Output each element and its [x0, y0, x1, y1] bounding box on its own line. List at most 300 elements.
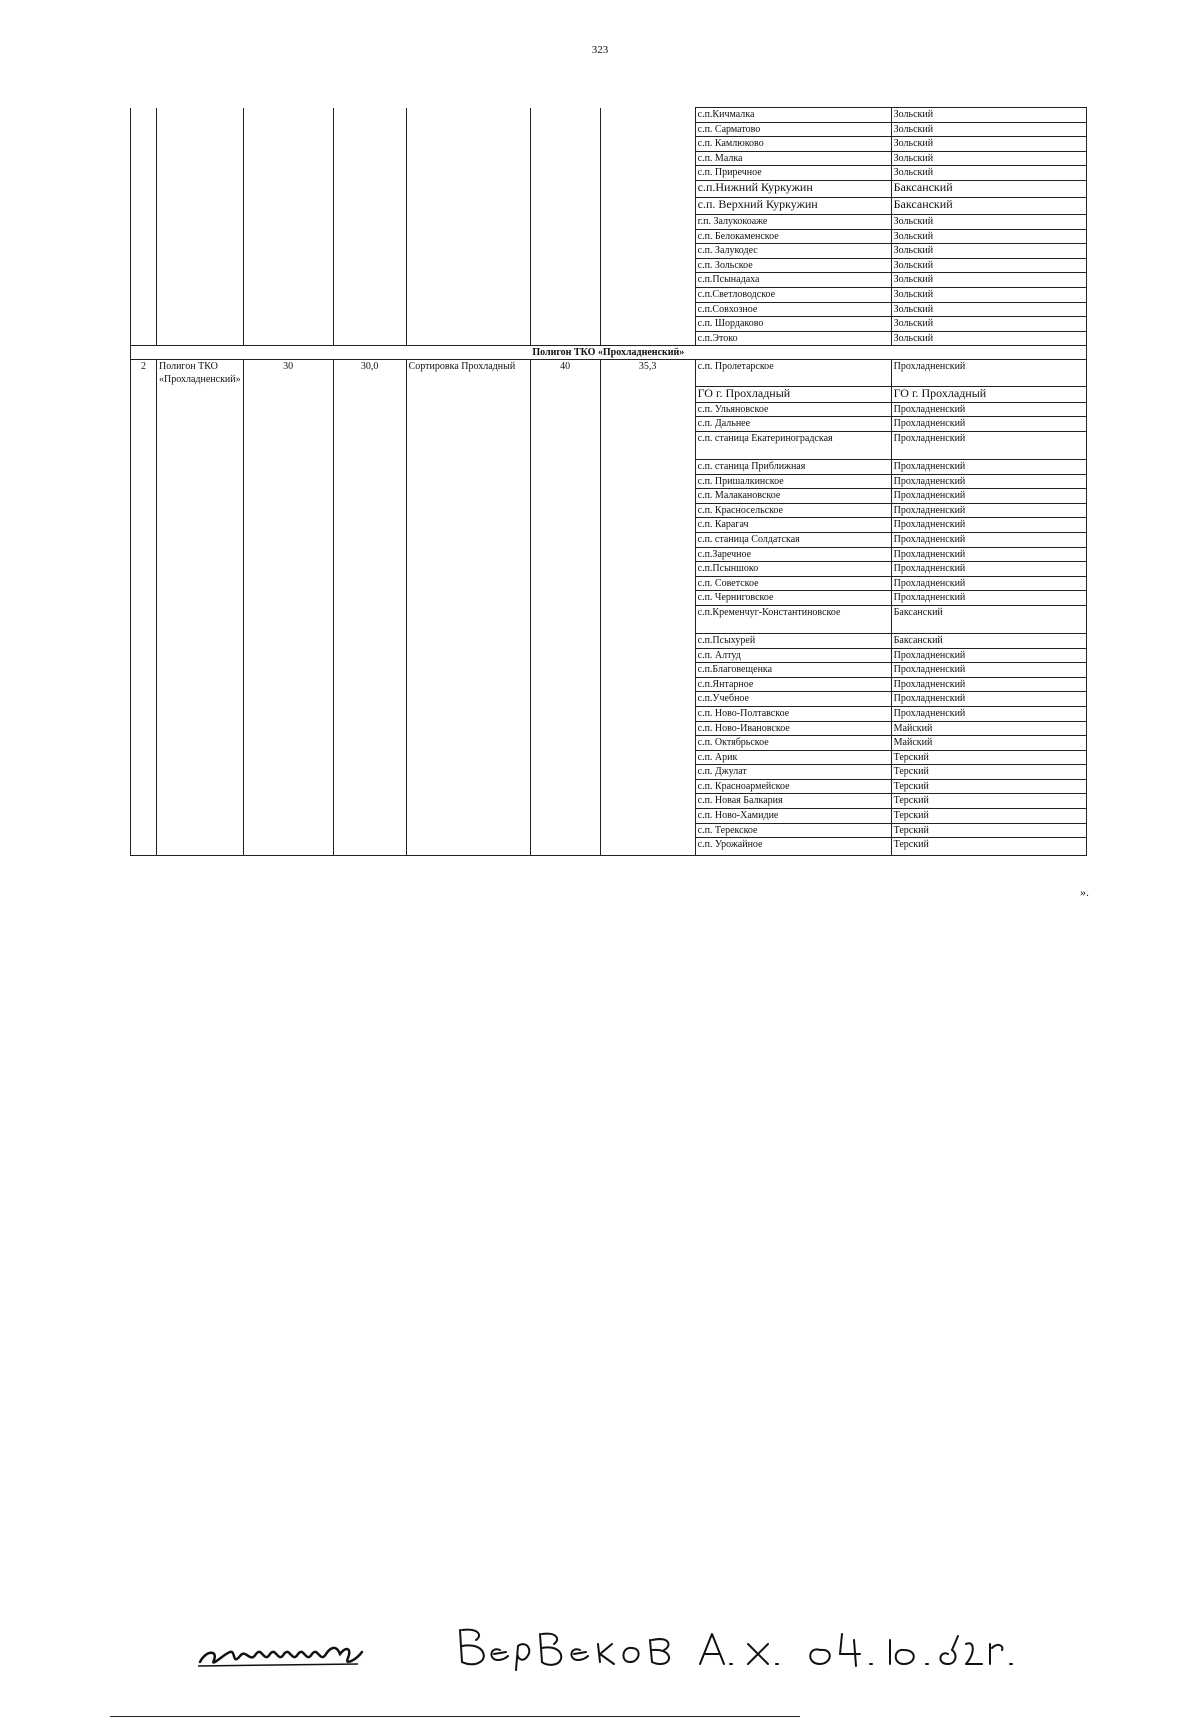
object-name-cell — [157, 794, 244, 809]
sorting-2-cell: 35,3 — [600, 360, 695, 387]
sorting-1-cell — [530, 692, 600, 707]
sorting-2-cell — [600, 402, 695, 417]
page-number: 323 — [591, 44, 609, 56]
sorting-cell — [406, 432, 530, 460]
table-row — [131, 244, 1087, 259]
sorting-1-cell — [530, 244, 600, 259]
handwritten-signature — [180, 1610, 1080, 1680]
district-cell: Прохладненский — [891, 518, 1086, 533]
sorting-cell — [406, 151, 530, 166]
closing-quote-mark: ». — [1080, 885, 1089, 899]
district-cell: Зольский — [891, 151, 1086, 166]
sorting-1-cell — [530, 532, 600, 547]
sorting-1-cell — [530, 331, 600, 346]
sorting-2-cell — [600, 417, 695, 432]
capacity-2-cell — [333, 273, 406, 288]
object-name-cell — [157, 721, 244, 736]
row-number-cell — [131, 317, 157, 332]
row-number-cell — [131, 489, 157, 504]
sorting-1-cell — [530, 576, 600, 591]
object-name-cell — [157, 633, 244, 648]
sorting-1-cell — [530, 180, 600, 197]
row-number-cell — [131, 402, 157, 417]
capacity-2-cell — [333, 562, 406, 577]
row-number-cell — [131, 663, 157, 678]
district-cell: Зольский — [891, 108, 1086, 123]
district-cell: Баксанский — [891, 633, 1086, 648]
capacity-1-cell — [243, 779, 333, 794]
settlement-cell: с.п. Малакановское — [695, 489, 891, 504]
table-row — [131, 180, 1087, 197]
row-number-cell — [131, 838, 157, 856]
settlement-cell: ГО г. Прохладный — [695, 386, 891, 402]
district-cell: ГО г. Прохладный — [891, 386, 1086, 402]
capacity-1-cell — [243, 474, 333, 489]
sorting-cell — [406, 736, 530, 751]
section-title: Полигон ТКО «Прохладненский» — [131, 346, 1087, 360]
sorting-1-cell — [530, 779, 600, 794]
sorting-2-cell — [600, 489, 695, 504]
object-name-cell — [157, 229, 244, 244]
sorting-1-cell — [530, 562, 600, 577]
sorting-cell — [406, 122, 530, 137]
sorting-2-cell — [600, 197, 695, 214]
sorting-1-cell — [530, 838, 600, 856]
object-name-cell — [157, 258, 244, 273]
object-name-cell — [157, 503, 244, 518]
object-name-cell — [157, 317, 244, 332]
settlement-cell: с.п.Учебное — [695, 692, 891, 707]
sorting-1-cell — [530, 648, 600, 663]
sorting-cell — [406, 547, 530, 562]
capacity-1-cell — [243, 151, 333, 166]
settlement-cell: с.п. Малка — [695, 151, 891, 166]
district-cell: Зольский — [891, 302, 1086, 317]
settlement-cell: с.п. Ново-Хамидие — [695, 809, 891, 824]
district-cell: Прохладненский — [891, 474, 1086, 489]
table-row — [131, 474, 1087, 489]
table-row — [131, 258, 1087, 273]
object-name-cell — [157, 677, 244, 692]
district-cell: Терский — [891, 809, 1086, 824]
sorting-cell — [406, 591, 530, 606]
capacity-2-cell — [333, 692, 406, 707]
settlement-cell: с.п. Ново-Полтавское — [695, 706, 891, 721]
settlement-cell: с.п. Урожайное — [695, 838, 891, 856]
sorting-2-cell — [600, 591, 695, 606]
settlement-cell: с.п. Камлюково — [695, 137, 891, 152]
settlement-cell: с.п. Алтуд — [695, 648, 891, 663]
district-cell: Баксанский — [891, 180, 1086, 197]
object-name-cell — [157, 197, 244, 214]
table-row — [131, 432, 1087, 460]
row-number-cell — [131, 180, 157, 197]
sorting-2-cell — [600, 562, 695, 577]
object-name-cell — [157, 287, 244, 302]
sorting-cell — [406, 692, 530, 707]
object-name-cell — [157, 460, 244, 475]
settlement-cell: с.п. Октябрьское — [695, 736, 891, 751]
settlement-cell: с.п.Этоко — [695, 331, 891, 346]
capacity-2-cell — [333, 736, 406, 751]
table-row — [131, 706, 1087, 721]
district-cell: Прохладненский — [891, 360, 1086, 387]
row-number-cell — [131, 765, 157, 780]
sorting-cell — [406, 166, 530, 181]
object-name-cell — [157, 474, 244, 489]
capacity-2-cell — [333, 258, 406, 273]
sorting-2-cell — [600, 547, 695, 562]
sorting-1-cell — [530, 750, 600, 765]
district-cell: Зольский — [891, 331, 1086, 346]
sorting-cell — [406, 532, 530, 547]
sorting-1-cell — [530, 809, 600, 824]
row-number-cell — [131, 151, 157, 166]
sorting-2-cell — [600, 180, 695, 197]
capacity-2-cell — [333, 244, 406, 259]
district-cell: Прохладненский — [891, 532, 1086, 547]
capacity-1-cell — [243, 229, 333, 244]
object-name-cell — [157, 765, 244, 780]
sorting-2-cell — [600, 838, 695, 856]
capacity-2-cell — [333, 214, 406, 229]
sorting-cell — [406, 794, 530, 809]
capacity-1-cell — [243, 108, 333, 123]
district-cell: Прохладненский — [891, 692, 1086, 707]
sorting-2-cell — [600, 229, 695, 244]
sorting-1-cell — [530, 402, 600, 417]
settlement-cell: с.п. Ульяновское — [695, 402, 891, 417]
sorting-1-cell — [530, 386, 600, 402]
sorting-1-cell — [530, 721, 600, 736]
table-row — [131, 591, 1087, 606]
object-name-cell — [157, 576, 244, 591]
table-row — [131, 605, 1087, 633]
settlement-cell: с.п. Залукодес — [695, 244, 891, 259]
sorting-1-cell — [530, 432, 600, 460]
sorting-cell — [406, 302, 530, 317]
capacity-2-cell — [333, 503, 406, 518]
sorting-2-cell — [600, 331, 695, 346]
sorting-1-cell — [530, 823, 600, 838]
sorting-cell — [406, 663, 530, 678]
sorting-2-cell — [600, 605, 695, 633]
table-row — [131, 838, 1087, 856]
row-number-cell — [131, 214, 157, 229]
capacity-1-cell — [243, 532, 333, 547]
capacity-2-cell — [333, 518, 406, 533]
capacity-1-cell — [243, 633, 333, 648]
sorting-cell — [406, 197, 530, 214]
district-cell: Баксанский — [891, 605, 1086, 633]
table-row — [131, 736, 1087, 751]
capacity-1-cell — [243, 417, 333, 432]
capacity-2-cell — [333, 823, 406, 838]
sorting-2-cell — [600, 736, 695, 751]
capacity-1-cell — [243, 317, 333, 332]
sorting-1-cell — [530, 706, 600, 721]
district-cell: Терский — [891, 779, 1086, 794]
row-number-cell — [131, 258, 157, 273]
table-row — [131, 663, 1087, 678]
district-cell: Прохладненский — [891, 706, 1086, 721]
sorting-cell — [406, 180, 530, 197]
sorting-1-cell — [530, 489, 600, 504]
settlement-cell: с.п.Заречное — [695, 547, 891, 562]
capacity-1-cell — [243, 794, 333, 809]
sorting-2-cell — [600, 122, 695, 137]
sorting-2-cell — [600, 721, 695, 736]
sorting-2-cell — [600, 108, 695, 123]
sorting-cell — [406, 244, 530, 259]
settlement-cell: с.п. Шордаково — [695, 317, 891, 332]
settlement-cell: с.п. Черниговское — [695, 591, 891, 606]
sorting-cell — [406, 474, 530, 489]
sorting-1-cell — [530, 474, 600, 489]
row-number-cell — [131, 197, 157, 214]
sorting-2-cell — [600, 706, 695, 721]
capacity-2-cell — [333, 591, 406, 606]
sorting-2-cell — [600, 633, 695, 648]
table-row — [131, 503, 1087, 518]
sorting-cell — [406, 287, 530, 302]
capacity-2-cell — [333, 460, 406, 475]
sorting-1-cell — [530, 302, 600, 317]
row-number-cell — [131, 721, 157, 736]
sorting-2-cell — [600, 166, 695, 181]
capacity-2-cell — [333, 576, 406, 591]
settlement-cell: с.п. Зольское — [695, 258, 891, 273]
row-number-cell — [131, 331, 157, 346]
sorting-2-cell — [600, 576, 695, 591]
table-row — [131, 562, 1087, 577]
sorting-cell — [406, 331, 530, 346]
settlement-cell: с.п.Кременчуг-Константиновское — [695, 605, 891, 633]
object-name-cell — [157, 489, 244, 504]
object-name-cell — [157, 779, 244, 794]
sorting-1-cell — [530, 214, 600, 229]
sorting-1-cell — [530, 287, 600, 302]
object-name-cell — [157, 562, 244, 577]
row-number-cell — [131, 823, 157, 838]
sorting-1-cell: 40 — [530, 360, 600, 387]
sorting-cell — [406, 273, 530, 288]
capacity-1-cell — [243, 605, 333, 633]
settlement-cell: с.п.Псыншоко — [695, 562, 891, 577]
settlement-cell: с.п. Терекское — [695, 823, 891, 838]
table-row — [131, 750, 1087, 765]
row-number-cell — [131, 273, 157, 288]
table-row — [131, 633, 1087, 648]
capacity-2-cell — [333, 677, 406, 692]
sorting-cell — [406, 258, 530, 273]
capacity-1-cell — [243, 591, 333, 606]
sorting-cell: Сортировка Прохладный — [406, 360, 530, 387]
sorting-1-cell — [530, 765, 600, 780]
district-cell: Терский — [891, 765, 1086, 780]
table-row — [131, 137, 1087, 152]
table-row — [131, 823, 1087, 838]
sorting-2-cell — [600, 677, 695, 692]
district-cell: Зольский — [891, 229, 1086, 244]
sorting-2-cell — [600, 518, 695, 533]
capacity-1-cell — [243, 692, 333, 707]
settlement-cell: с.п.Псыхурей — [695, 633, 891, 648]
district-cell: Терский — [891, 823, 1086, 838]
capacity-2-cell — [333, 750, 406, 765]
object-name-cell — [157, 591, 244, 606]
sorting-1-cell — [530, 137, 600, 152]
object-name-cell — [157, 214, 244, 229]
object-name-cell — [157, 180, 244, 197]
capacity-1-cell — [243, 180, 333, 197]
district-cell: Зольский — [891, 273, 1086, 288]
object-name-cell — [157, 386, 244, 402]
row-number-cell — [131, 532, 157, 547]
table-row — [131, 402, 1087, 417]
sorting-1-cell — [530, 547, 600, 562]
sorting-cell — [406, 750, 530, 765]
object-name-cell — [157, 151, 244, 166]
capacity-1-cell — [243, 244, 333, 259]
settlement-cell: с.п.Янтарное — [695, 677, 891, 692]
capacity-1-cell — [243, 432, 333, 460]
row-number-cell — [131, 503, 157, 518]
district-cell: Прохладненский — [891, 417, 1086, 432]
sorting-1-cell — [530, 591, 600, 606]
capacity-1-cell — [243, 460, 333, 475]
row-number-cell — [131, 576, 157, 591]
capacity-1-cell — [243, 166, 333, 181]
object-name-cell — [157, 417, 244, 432]
table-row — [131, 214, 1087, 229]
object-name-cell — [157, 750, 244, 765]
table-row — [131, 417, 1087, 432]
sorting-cell — [406, 605, 530, 633]
sorting-2-cell — [600, 302, 695, 317]
row-number-cell — [131, 677, 157, 692]
settlement-cell: с.п.Кичмалка — [695, 108, 891, 123]
capacity-1-cell — [243, 809, 333, 824]
settlement-cell: с.п. Джулат — [695, 765, 891, 780]
table-row — [131, 721, 1087, 736]
object-name-cell — [157, 166, 244, 181]
capacity-2-cell — [333, 229, 406, 244]
settlement-cell: с.п. Пришалкинское — [695, 474, 891, 489]
sorting-2-cell — [600, 287, 695, 302]
table-row — [131, 518, 1087, 533]
sorting-cell — [406, 809, 530, 824]
row-number-cell — [131, 518, 157, 533]
sorting-2-cell — [600, 432, 695, 460]
sorting-1-cell — [530, 258, 600, 273]
capacity-1-cell — [243, 137, 333, 152]
table-row — [131, 197, 1087, 214]
capacity-2-cell — [333, 180, 406, 197]
capacity-1-cell — [243, 562, 333, 577]
district-cell: Прохладненский — [891, 503, 1086, 518]
object-name-cell — [157, 706, 244, 721]
table-row — [131, 460, 1087, 475]
table-row — [131, 302, 1087, 317]
sorting-2-cell — [600, 503, 695, 518]
capacity-2-cell — [333, 663, 406, 678]
district-cell: Зольский — [891, 137, 1086, 152]
sorting-2-cell — [600, 823, 695, 838]
sorting-1-cell — [530, 633, 600, 648]
object-name-cell — [157, 244, 244, 259]
sorting-2-cell — [600, 151, 695, 166]
row-number-cell — [131, 244, 157, 259]
capacity-1-cell — [243, 576, 333, 591]
row-number-cell — [131, 137, 157, 152]
sorting-cell — [406, 779, 530, 794]
row-number-cell — [131, 750, 157, 765]
sorting-cell — [406, 214, 530, 229]
table-row — [131, 331, 1087, 346]
row-number-cell — [131, 287, 157, 302]
settlement-cell: с.п.Псынадаха — [695, 273, 891, 288]
sorting-cell — [406, 503, 530, 518]
row-number-cell — [131, 692, 157, 707]
capacity-1-cell — [243, 258, 333, 273]
capacity-2-cell — [333, 151, 406, 166]
capacity-1-cell — [243, 706, 333, 721]
table-row — [131, 108, 1087, 123]
capacity-2-cell — [333, 108, 406, 123]
sorting-cell — [406, 402, 530, 417]
capacity-2-cell — [333, 765, 406, 780]
sorting-1-cell — [530, 663, 600, 678]
capacity-2-cell — [333, 331, 406, 346]
capacity-1-cell — [243, 402, 333, 417]
district-cell: Прохладненский — [891, 547, 1086, 562]
sorting-cell — [406, 765, 530, 780]
object-name-cell — [157, 122, 244, 137]
settlement-cell: с.п. Арик — [695, 750, 891, 765]
table-row — [131, 779, 1087, 794]
district-cell: Прохладненский — [891, 576, 1086, 591]
capacity-1-cell — [243, 677, 333, 692]
capacity-2-cell — [333, 706, 406, 721]
district-cell: Терский — [891, 838, 1086, 856]
row-number-cell — [131, 474, 157, 489]
sorting-cell — [406, 576, 530, 591]
capacity-1-cell — [243, 750, 333, 765]
row-number-cell — [131, 229, 157, 244]
object-name-cell: Полигон ТКО «Прохладненский» — [157, 360, 244, 387]
sorting-2-cell — [600, 214, 695, 229]
row-number-cell — [131, 432, 157, 460]
row-number-cell — [131, 417, 157, 432]
settlement-cell: с.п.Совхозное — [695, 302, 891, 317]
capacity-2-cell — [333, 402, 406, 417]
table-row — [131, 648, 1087, 663]
object-name-cell — [157, 331, 244, 346]
capacity-1-cell — [243, 302, 333, 317]
capacity-1-cell — [243, 648, 333, 663]
capacity-2-cell — [333, 122, 406, 137]
capacity-1-cell — [243, 823, 333, 838]
district-cell: Зольский — [891, 258, 1086, 273]
settlement-cell: с.п. Дальнее — [695, 417, 891, 432]
sorting-2-cell — [600, 648, 695, 663]
sorting-1-cell — [530, 518, 600, 533]
object-name-cell — [157, 532, 244, 547]
sorting-2-cell — [600, 137, 695, 152]
capacity-1-cell — [243, 721, 333, 736]
capacity-1-cell — [243, 765, 333, 780]
